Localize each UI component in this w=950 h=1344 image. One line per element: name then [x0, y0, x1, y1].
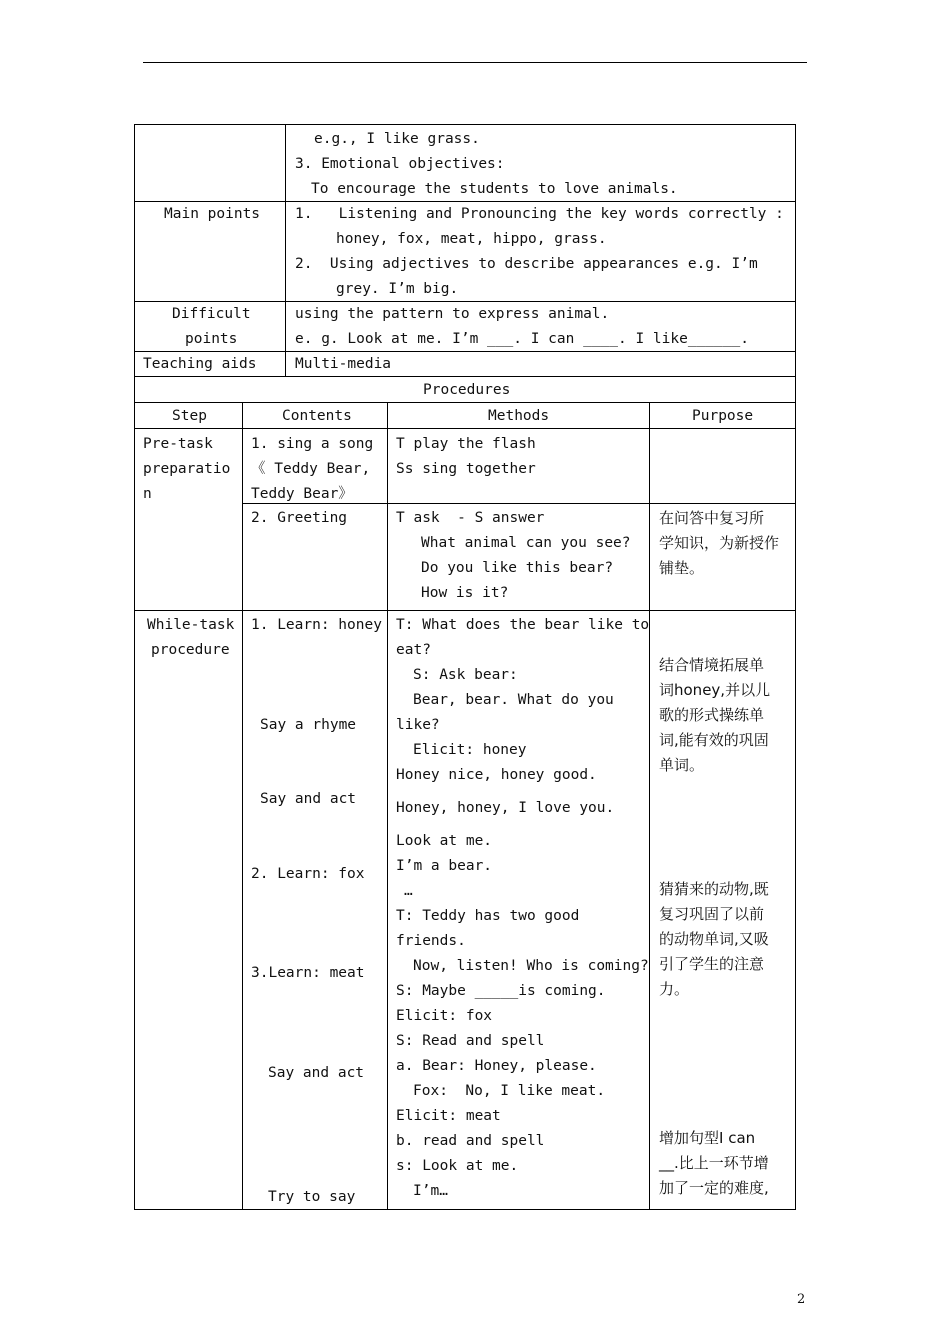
- while-task-methods-line: b. read and spell: [396, 1133, 545, 1149]
- pre-task-methods-line: What animal can you see?: [421, 535, 631, 551]
- while-task-methods-line: s: Look at me.: [396, 1158, 519, 1174]
- while-task-purpose-cell: [650, 611, 795, 1209]
- while-task-methods-line: Now, listen! Who is coming?: [413, 958, 649, 974]
- pre-task-purpose-line: 学知识，为新授作: [659, 534, 780, 552]
- while-task-purpose-line: 结合情境拓展单: [659, 656, 765, 674]
- while-task-contents-line: 2. Learn: fox: [251, 866, 365, 882]
- pre-task-methods-line: T ask - S answer: [396, 510, 545, 526]
- header-methods: [388, 403, 650, 429]
- while-task-purpose-line: 增加句型I can: [659, 1129, 756, 1147]
- while-task-purpose-line: 加了一定的难度,: [659, 1179, 769, 1197]
- header-contents: [243, 403, 388, 429]
- header-purpose-label: Purpose: [692, 408, 754, 424]
- while-task-methods-line: T: What does the bear like to: [396, 617, 650, 633]
- while-task-contents-line: Say and act: [260, 791, 357, 807]
- difficult-label: points: [185, 331, 238, 347]
- while-task-methods-line: T: Teddy has two good: [396, 908, 580, 924]
- while-task-methods-line: …: [404, 883, 413, 899]
- main-points-cell: [286, 202, 795, 302]
- while-task-methods-line: Look at me.: [396, 833, 493, 849]
- pre-task-methods-line: T play the flash: [396, 436, 536, 452]
- difficult-line: using the pattern to express animal.: [295, 306, 610, 322]
- pre-task-purpose-2: [650, 504, 795, 611]
- procedures-title: Procedures: [423, 382, 511, 398]
- while-task-methods-line: Honey, honey, I love you.: [396, 800, 615, 816]
- objectives-line: 3. Emotional objectives:: [295, 156, 505, 172]
- page-number: 2: [797, 1292, 806, 1307]
- objectives-label-cell: [135, 125, 286, 202]
- while-task-methods-line: Elicit: honey: [413, 742, 527, 758]
- while-task-purpose-line: 猜猜来的动物,既: [659, 880, 769, 898]
- main-points-line: honey, fox, meat, hippo, grass.: [336, 231, 607, 247]
- main-points-line: 2. Using adjectives to describe appearances e.g. I’m: [295, 256, 758, 272]
- while-task-methods-line: like?: [396, 717, 440, 733]
- pre-task-step-cell: [135, 429, 243, 611]
- difficult-cell: [286, 302, 795, 352]
- procedures-cell: [135, 377, 795, 403]
- aids-cell: [286, 352, 795, 377]
- while-task-methods-line: a. Bear: Honey, please.: [396, 1058, 597, 1074]
- pre-task-step: Pre-task: [143, 436, 213, 452]
- while-task-methods-line: I’m…: [413, 1183, 448, 1199]
- while-task-step: While-task: [147, 617, 235, 633]
- while-task-methods-line: S: Maybe _____is coming.: [396, 983, 606, 999]
- pre-task-purpose-line: 铺垫。: [659, 559, 705, 577]
- while-task-contents-line: Say and act: [268, 1065, 365, 1081]
- while-task-methods-line: S: Read and spell: [396, 1033, 545, 1049]
- while-task-purpose-line: 复习巩固了以前: [659, 905, 765, 923]
- pre-task-methods-1: [388, 429, 650, 504]
- while-task-purpose-line: 歌的形式操练单: [659, 706, 765, 724]
- main-points-line: 1. Listening and Pronouncing the key words correctly :: [295, 206, 784, 222]
- pre-task-methods-2: [388, 504, 650, 611]
- while-task-contents-line: 3.Learn: meat: [251, 965, 365, 981]
- pre-task-step: n: [143, 486, 152, 502]
- aids-label: Teaching aids: [143, 356, 257, 372]
- while-task-methods-line: Honey nice, honey good.: [396, 767, 597, 783]
- while-task-purpose-line: __.比上一环节增: [659, 1154, 769, 1172]
- objectives-line: e.g., I like grass.: [314, 131, 480, 147]
- main-points-label-cell: [135, 202, 286, 302]
- objectives-line: To encourage the students to love animals.: [311, 181, 678, 197]
- pre-task-methods-line: How is it?: [421, 585, 509, 601]
- pre-task-contents-1: [243, 429, 388, 504]
- while-task-methods-line: eat?: [396, 642, 431, 658]
- while-task-methods-line: Bear, bear. What do you: [413, 692, 614, 708]
- main-points-label: Main points: [164, 206, 261, 222]
- header-step: [135, 403, 243, 429]
- difficult-line: e. g. Look at me. I’m ___. I can ____. I like______.: [295, 331, 749, 347]
- while-task-purpose-line: 力。: [659, 980, 690, 998]
- difficult-label: Difficult: [172, 306, 251, 322]
- main-points-line: grey. I’m big.: [336, 281, 459, 297]
- while-task-methods-line: Elicit: meat: [396, 1108, 501, 1124]
- while-task-contents-line: Try to say: [268, 1189, 356, 1205]
- objectives-cell: [286, 125, 795, 202]
- while-task-purpose-line: 引了学生的注意: [659, 955, 765, 973]
- while-task-methods-line: friends.: [396, 933, 466, 949]
- while-task-contents-cell: [243, 611, 388, 1209]
- while-task-step: procedure: [151, 642, 230, 658]
- pre-task-methods-line: Do you like this bear?: [421, 560, 614, 576]
- lesson-plan-table: [134, 124, 796, 1210]
- difficult-label-cell: [135, 302, 286, 352]
- pre-task-contents-line: 1. sing a song: [251, 436, 374, 452]
- aids-label-cell: [135, 352, 286, 377]
- while-task-methods-line: S: Ask bear:: [413, 667, 518, 683]
- pre-task-contents-2: [243, 504, 388, 611]
- pre-task-step: preparatio: [143, 461, 231, 477]
- while-task-contents-line: Say a rhyme: [260, 717, 357, 733]
- while-task-purpose-line: 词,能有效的巩固: [659, 731, 769, 749]
- while-task-step-cell: [135, 611, 243, 1209]
- while-task-purpose-line: 的动物单词,又吸: [659, 930, 769, 948]
- pre-task-contents-line: 《 Teddy Bear,: [251, 461, 371, 477]
- pre-task-contents-line: Teddy Bear》: [251, 486, 353, 502]
- while-task-purpose-line: 词honey,并以儿: [659, 681, 771, 699]
- pre-task-purpose-1: [650, 429, 795, 504]
- header-rule: [143, 62, 807, 63]
- header-step-label: Step: [172, 408, 207, 424]
- while-task-methods-cell: [388, 611, 650, 1209]
- aids-value: Multi-media: [295, 356, 392, 372]
- while-task-contents-line: 1. Learn: honey: [251, 617, 382, 633]
- pre-task-methods-line: Ss sing together: [396, 461, 536, 477]
- header-methods-label: Methods: [488, 408, 550, 424]
- while-task-purpose-line: 单词。: [659, 756, 705, 774]
- header-contents-label: Contents: [282, 408, 352, 424]
- while-task-methods-line: Elicit: fox: [396, 1008, 493, 1024]
- pre-task-purpose-line: 在问答中复习所: [659, 509, 765, 527]
- while-task-methods-line: Fox: No, I like meat.: [413, 1083, 606, 1099]
- header-purpose: [650, 403, 795, 429]
- while-task-methods-line: I’m a bear.: [396, 858, 493, 874]
- pre-task-contents-line: 2. Greeting: [251, 510, 348, 526]
